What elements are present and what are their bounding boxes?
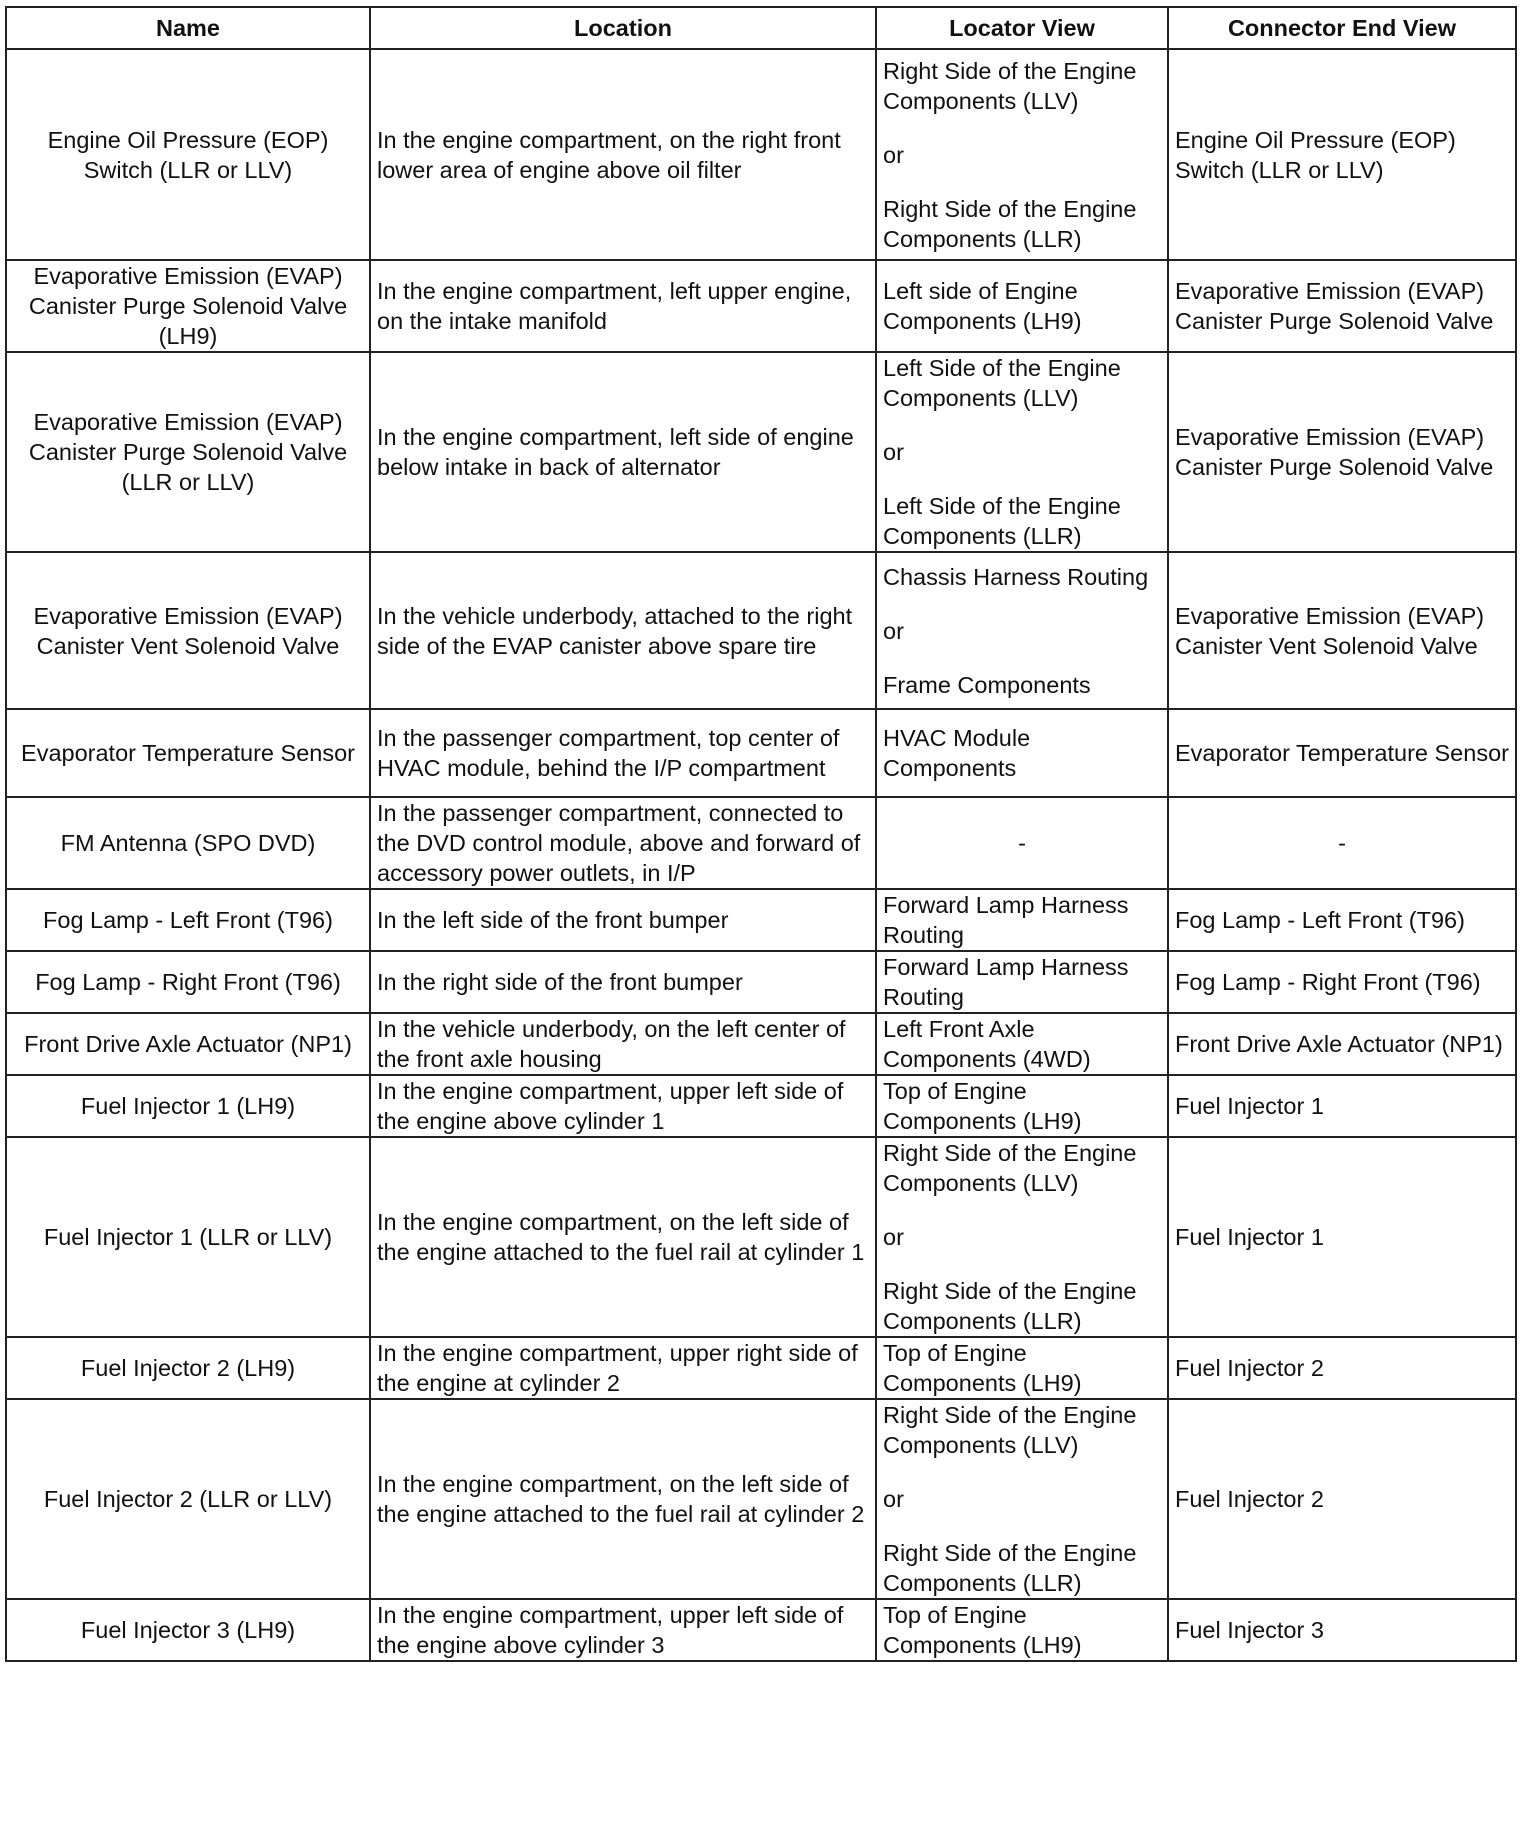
cell-name: Evaporative Emission (EVAP) Canister Purge Solenoid Valve (LH9)	[6, 260, 370, 352]
cell-locator-view	[876, 709, 1168, 797]
header-connector-end-view: Connector End View	[1168, 7, 1516, 49]
cell-location: In the passenger compartment, connected to the DVD control module, above and forward of accessory power outlets, in I/P	[370, 797, 876, 889]
cell-name: Evaporative Emission (EVAP) Canister Vent Solenoid Valve	[6, 552, 370, 709]
cell-connector-end-view: Fuel Injector 3	[1168, 1599, 1516, 1661]
table-row	[6, 1599, 1516, 1661]
cell-name: Fuel Injector 3 (LH9)	[6, 1599, 370, 1661]
locator-view-line: Forward Lamp Harness Routing	[883, 892, 1129, 948]
table-row	[6, 951, 1516, 1013]
locator-view-line: Right Side of the Engine Components (LLR)	[883, 195, 1137, 252]
cell-name: Fog Lamp - Left Front (T96)	[6, 889, 370, 951]
cell-location: In the engine compartment, upper left side of the engine above cylinder 3	[370, 1599, 876, 1661]
locator-view-line: -	[1018, 830, 1026, 856]
cell-connector-end-view: Front Drive Axle Actuator (NP1)	[1168, 1013, 1516, 1075]
cell-locator-view	[876, 1075, 1168, 1137]
cell-name: Fog Lamp - Right Front (T96)	[6, 951, 370, 1013]
cell-name: Fuel Injector 1 (LH9)	[6, 1075, 370, 1137]
locator-view-line: Frame Components	[883, 671, 1091, 698]
cell-locator-view	[876, 1337, 1168, 1399]
cell-location: In the engine compartment, left upper engine, on the intake manifold	[370, 260, 876, 352]
cell-locator-view	[876, 1013, 1168, 1075]
cell-locator-view	[876, 552, 1168, 709]
cell-connector-end-view: Evaporative Emission (EVAP) Canister Purge Solenoid Valve	[1168, 352, 1516, 552]
locator-view-line: or	[883, 439, 904, 465]
locator-view-line: Chassis Harness Routing	[883, 563, 1149, 590]
cell-name: Front Drive Axle Actuator (NP1)	[6, 1013, 370, 1075]
line-gap	[883, 1198, 1161, 1222]
cell-locator-view	[876, 951, 1168, 1013]
locator-view-line: Left Front Axle Components (4WD)	[883, 1016, 1091, 1072]
cell-connector-end-view: Fog Lamp - Right Front (T96)	[1168, 951, 1516, 1013]
locator-view-line: or	[883, 1486, 904, 1512]
line-gap	[883, 646, 1161, 670]
line-gap	[883, 1252, 1161, 1276]
table-row	[6, 49, 1516, 260]
header-row	[6, 7, 1516, 49]
table-row	[6, 1075, 1516, 1137]
line-gap	[883, 592, 1161, 616]
cell-location: In the left side of the front bumper	[370, 889, 876, 951]
cell-location: In the engine compartment, left side of engine below intake in back of alternator	[370, 352, 876, 552]
cell-locator-view	[876, 1599, 1168, 1661]
cell-locator-view	[876, 49, 1168, 260]
locator-view-line: Left Side of the Engine Components (LLR)	[883, 493, 1121, 549]
locator-view-line: Left side of Engine Components (LH9)	[883, 278, 1082, 334]
cell-locator-view	[876, 260, 1168, 352]
cell-name: FM Antenna (SPO DVD)	[6, 797, 370, 889]
document-page	[5, 6, 1515, 1662]
cell-connector-end-view: -	[1168, 797, 1516, 889]
locator-view-line: Top of Engine Components (LH9)	[883, 1078, 1082, 1134]
table-row	[6, 709, 1516, 797]
table-row	[6, 1013, 1516, 1075]
cell-location: In the vehicle underbody, on the left center of the front axle housing	[370, 1013, 876, 1075]
line-gap	[883, 170, 1161, 194]
table-row	[6, 260, 1516, 352]
locator-view-line: Right Side of the Engine Components (LLR)	[883, 1540, 1137, 1596]
line-gap	[883, 413, 1161, 437]
cell-name: Evaporator Temperature Sensor	[6, 709, 370, 797]
table-row	[6, 1337, 1516, 1399]
cell-location: In the engine compartment, on the left side of the engine attached to the fuel rail at cylinder 2	[370, 1399, 876, 1599]
locator-view-line: or	[883, 1224, 904, 1250]
line-gap	[883, 1514, 1161, 1538]
cell-location: In the passenger compartment, top center of HVAC module, behind the I/P compartment	[370, 709, 876, 797]
cell-location: In the right side of the front bumper	[370, 951, 876, 1013]
cell-connector-end-view: Evaporative Emission (EVAP) Canister Purge Solenoid Valve	[1168, 260, 1516, 352]
cell-location: In the engine compartment, on the left side of the engine attached to the fuel rail at cylinder 1	[370, 1137, 876, 1337]
cell-name: Engine Oil Pressure (EOP) Switch (LLR or LLV)	[6, 49, 370, 260]
table-row	[6, 1399, 1516, 1599]
cell-name: Fuel Injector 1 (LLR or LLV)	[6, 1137, 370, 1337]
locator-view-line: Left Side of the Engine Components (LLV)	[883, 355, 1121, 411]
locator-view-line: Forward Lamp Harness Routing	[883, 954, 1129, 1010]
cell-name: Fuel Injector 2 (LLR or LLV)	[6, 1399, 370, 1599]
cell-locator-view	[876, 797, 1168, 889]
header-locator-view: Locator View	[876, 7, 1168, 49]
table-row	[6, 889, 1516, 951]
locator-view-line: or	[883, 617, 904, 644]
locator-view-line: Right Side of the Engine Components (LLV)	[883, 1140, 1137, 1196]
table-row	[6, 552, 1516, 709]
table-row	[6, 1137, 1516, 1337]
locator-view-line: Top of Engine Components (LH9)	[883, 1340, 1082, 1396]
line-gap	[883, 1460, 1161, 1484]
cell-connector-end-view: Fuel Injector 2	[1168, 1399, 1516, 1599]
header-location: Location	[370, 7, 876, 49]
locator-view-line: HVAC Module Components	[883, 725, 1031, 781]
cell-connector-end-view: Fuel Injector 2	[1168, 1337, 1516, 1399]
cell-connector-end-view: Engine Oil Pressure (EOP) Switch (LLR or LLV)	[1168, 49, 1516, 260]
table-row	[6, 797, 1516, 889]
cell-locator-view	[876, 1137, 1168, 1337]
cell-locator-view	[876, 889, 1168, 951]
cell-name: Evaporative Emission (EVAP) Canister Purge Solenoid Valve (LLR or LLV)	[6, 352, 370, 552]
locator-view-line: Right Side of the Engine Components (LLV)	[883, 1402, 1137, 1458]
cell-location: In the vehicle underbody, attached to the right side of the EVAP canister above spare tire	[370, 552, 876, 709]
connector-table	[5, 6, 1517, 1662]
locator-view-line: Right Side of the Engine Components (LLV)	[883, 57, 1137, 114]
cell-connector-end-view: Evaporator Temperature Sensor	[1168, 709, 1516, 797]
locator-view-line: Top of Engine Components (LH9)	[883, 1602, 1082, 1658]
locator-view-line: or	[883, 141, 904, 168]
table-row	[6, 352, 1516, 552]
locator-view-line: Right Side of the Engine Components (LLR)	[883, 1278, 1137, 1334]
cell-locator-view	[876, 352, 1168, 552]
cell-connector-end-view: Fuel Injector 1	[1168, 1075, 1516, 1137]
table-header	[6, 7, 1516, 49]
line-gap	[883, 116, 1161, 140]
cell-location: In the engine compartment, on the right front lower area of engine above oil filter	[370, 49, 876, 260]
header-name: Name	[6, 7, 370, 49]
cell-name: Fuel Injector 2 (LH9)	[6, 1337, 370, 1399]
cell-locator-view	[876, 1399, 1168, 1599]
cell-location: In the engine compartment, upper right side of the engine at cylinder 2	[370, 1337, 876, 1399]
cell-connector-end-view: Fuel Injector 1	[1168, 1137, 1516, 1337]
cell-connector-end-view: Fog Lamp - Left Front (T96)	[1168, 889, 1516, 951]
cell-connector-end-view: Evaporative Emission (EVAP) Canister Vent Solenoid Valve	[1168, 552, 1516, 709]
line-gap	[883, 467, 1161, 491]
cell-location: In the engine compartment, upper left side of the engine above cylinder 1	[370, 1075, 876, 1137]
table-body	[6, 49, 1516, 1661]
